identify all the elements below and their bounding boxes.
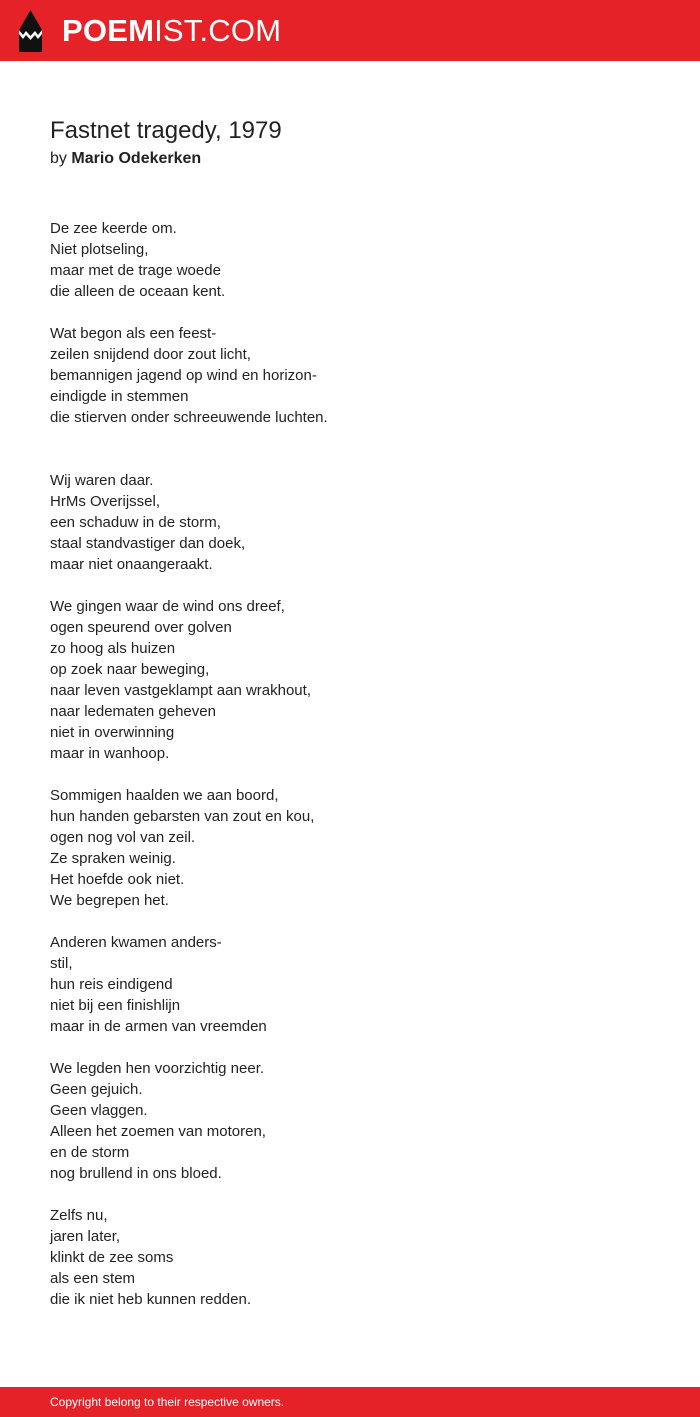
poem-line: We legden hen voorzichtig neer. bbox=[50, 1060, 265, 1077]
poem-line: die alleen de oceaan kent. bbox=[50, 283, 226, 300]
poem-line: bemannigen jagend op wind en horizon- bbox=[50, 367, 317, 384]
stanza-2 bbox=[50, 323, 650, 428]
logo-text-bold: POEM bbox=[62, 13, 155, 48]
poem-body bbox=[50, 218, 650, 1331]
poem-line: hun handen gebarsten van zout en kou, bbox=[50, 808, 315, 825]
author-name: Mario Odekerken bbox=[71, 150, 202, 167]
poem-line: Alleen het zoemen van motoren, bbox=[50, 1123, 266, 1140]
poem-line: op zoek naar beweging, bbox=[50, 661, 210, 678]
poem-line: ogen nog vol van zeil. bbox=[50, 829, 196, 846]
poem-line: Geen gejuich. bbox=[50, 1081, 143, 1098]
poem-line: Het hoefde ook niet. bbox=[50, 871, 185, 888]
poem-line: naar leven vastgeklampt aan wrakhout, bbox=[50, 682, 311, 699]
poem-line: niet in overwinning bbox=[50, 724, 175, 741]
site-header bbox=[0, 0, 700, 61]
poem-line: een schaduw in de storm, bbox=[50, 514, 221, 531]
poem-line: die stierven onder schreeuwende luchten. bbox=[50, 409, 328, 426]
pencil-tip-icon[interactable] bbox=[18, 10, 43, 52]
poem-line: Zelfs nu, bbox=[50, 1207, 108, 1224]
poem-line: maar met de trage woede bbox=[50, 262, 221, 279]
stanza-3 bbox=[50, 470, 650, 575]
poem-line: en de storm bbox=[50, 1144, 130, 1161]
poem-line: Ze spraken weinig. bbox=[50, 850, 176, 867]
poem-line: stil, bbox=[50, 955, 73, 972]
poem-line: klinkt de zee soms bbox=[50, 1249, 174, 1266]
poem-line: maar in wanhoop. bbox=[50, 745, 170, 762]
poem-line: We gingen waar de wind ons dreef, bbox=[50, 598, 285, 615]
site-footer bbox=[0, 1387, 700, 1417]
stanza-6 bbox=[50, 932, 650, 1037]
site-logo[interactable] bbox=[62, 12, 281, 50]
poem-line: zeilen snijdend door zout licht, bbox=[50, 346, 251, 363]
poem-line: Anderen kwamen anders- bbox=[50, 934, 222, 951]
stanza-7 bbox=[50, 1058, 650, 1184]
poem-line: niet bij een finishlijn bbox=[50, 997, 181, 1014]
poem-line: ogen speurend over golven bbox=[50, 619, 232, 636]
stanza-5 bbox=[50, 785, 650, 911]
poem-line: die ik niet heb kunnen redden. bbox=[50, 1291, 251, 1308]
poem-line: Wij waren daar. bbox=[50, 472, 154, 489]
poem-line: jaren later, bbox=[50, 1228, 121, 1245]
poem-line: eindigde in stemmen bbox=[50, 388, 189, 405]
poem-line: maar niet onaangeraakt. bbox=[50, 556, 213, 573]
poem-line: als een stem bbox=[50, 1270, 136, 1287]
poem-line: De zee keerde om. bbox=[50, 220, 177, 237]
poem-line: Sommigen haalden we aan boord, bbox=[50, 787, 279, 804]
poem-line: zo hoog als huizen bbox=[50, 640, 176, 657]
poem-line: nog brullend in ons bloed. bbox=[50, 1165, 222, 1182]
poem-line: hun reis eindigend bbox=[50, 976, 173, 993]
logo-text-light: IST.COM bbox=[154, 13, 282, 48]
poem-line: Geen vlaggen. bbox=[50, 1102, 148, 1119]
stanza-4 bbox=[50, 596, 650, 764]
poem-line: Wat begon als een feest- bbox=[50, 325, 217, 342]
poem-title: Fastnet tragedy, 1979 bbox=[50, 117, 282, 144]
stanza-1 bbox=[50, 218, 650, 302]
poem-line: maar in de armen van vreemden bbox=[50, 1018, 267, 1035]
stanza-8 bbox=[50, 1205, 650, 1310]
poem-line: Niet plotseling, bbox=[50, 241, 149, 258]
copyright-text: Copyright belong to their respective owners. bbox=[50, 1395, 285, 1409]
byline bbox=[50, 149, 201, 169]
poem-line: staal standvastiger dan doek, bbox=[50, 535, 246, 552]
poem-line: HrMs Overijssel, bbox=[50, 493, 161, 510]
poem-line: naar ledematen geheven bbox=[50, 703, 216, 720]
by-label: by bbox=[50, 150, 67, 167]
poem-line: We begrepen het. bbox=[50, 892, 169, 909]
